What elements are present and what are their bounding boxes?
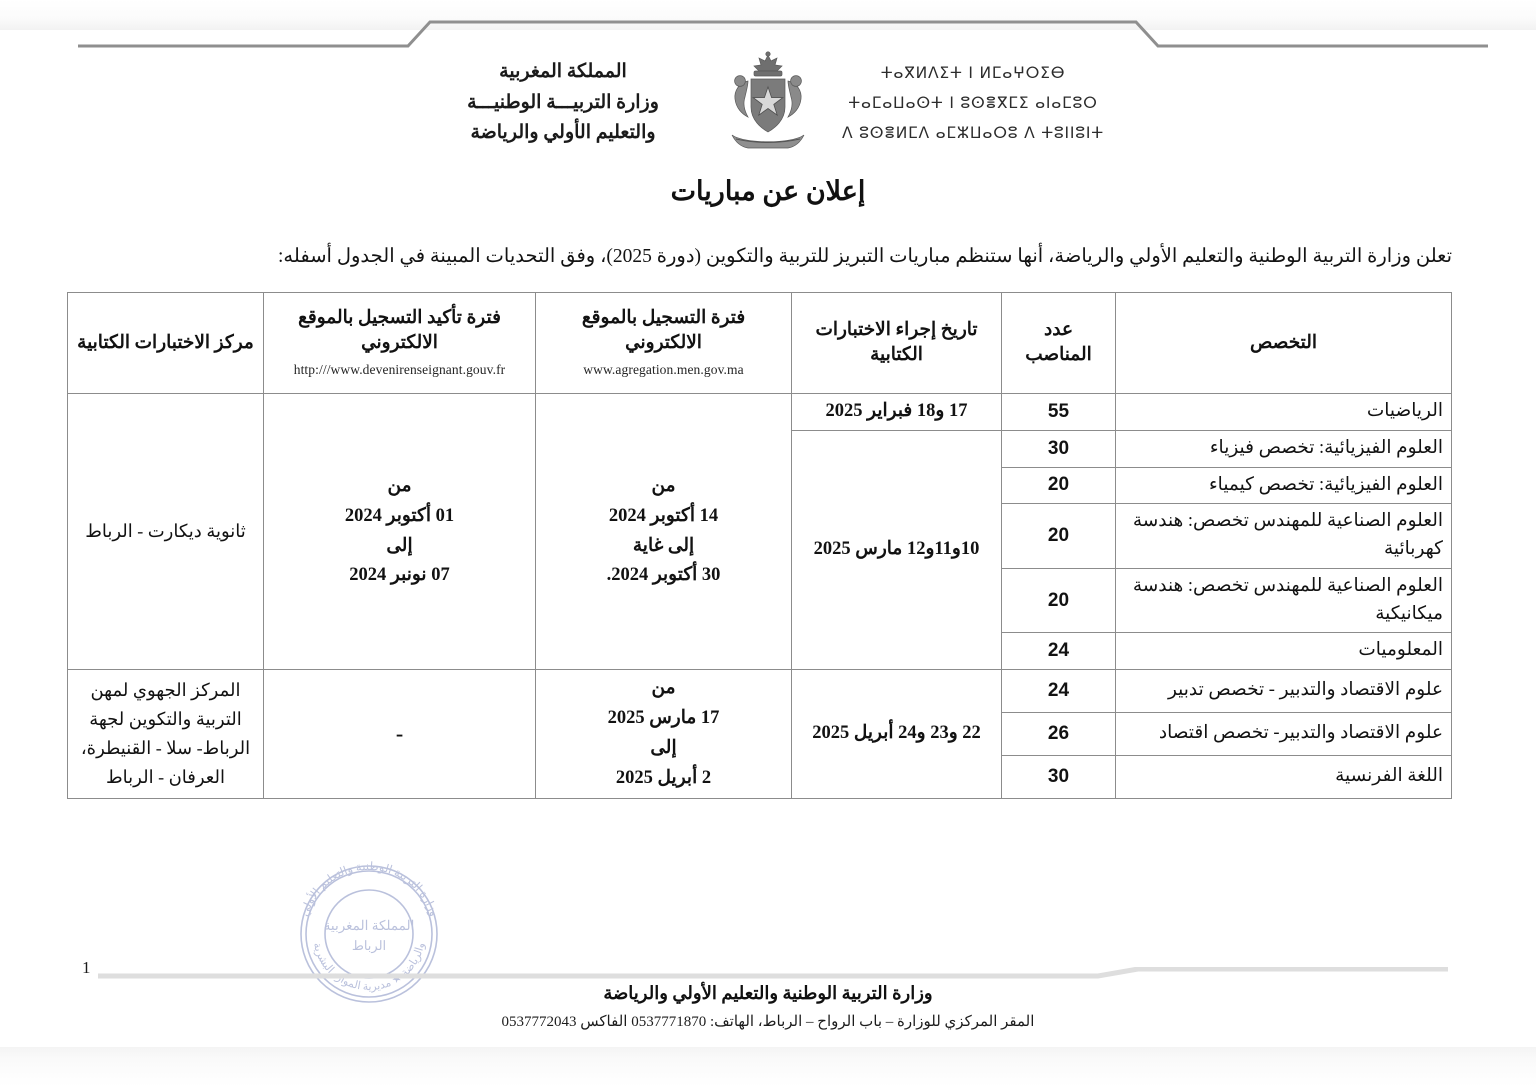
cell-positions: 24 xyxy=(1002,633,1116,670)
cell-specialty: العلوم الفيزيائية: تخصص كيمياء xyxy=(1116,467,1452,504)
cell-positions: 30 xyxy=(1002,755,1116,798)
th-specialty: التخصص xyxy=(1116,293,1452,394)
th-positions: عدد المناصب xyxy=(1002,293,1116,394)
scan-edge-bottom xyxy=(0,1047,1536,1087)
svg-text:المملكة المغربية: المملكة المغربية xyxy=(323,918,415,933)
cell-registration-group1 xyxy=(536,394,792,670)
header-ministry-label-1: وزارة التربيـــة الوطنيـــة xyxy=(467,91,659,113)
svg-text:الرباط: الرباط xyxy=(351,938,387,953)
registration-url[interactable]: www.agregation.men.gov.ma xyxy=(583,362,744,378)
conf1-line1: من xyxy=(387,475,412,496)
svg-text:والرياضة ★ مديرية الموارد البش: والرياضة ★ مديرية الموارد البشرية xyxy=(310,941,428,994)
th-exam-center: مركز الاختبارات الكتابية xyxy=(68,293,264,394)
cell-positions: 30 xyxy=(1002,430,1116,467)
cell-exam-date-group2: 10و11و12 مارس 2025 xyxy=(792,430,1002,669)
reg2-line4: 2 أبريل 2025 xyxy=(615,767,712,788)
cell-positions: 20 xyxy=(1002,467,1116,504)
footer-address: المقر المركزي للوزارة – باب الرواح – الرباط، الهاتف: 0537771870 الفاكس 0537772043 xyxy=(501,1014,1035,1030)
conf1-line4: 07 نونبر 2024 xyxy=(349,565,450,586)
document-header xyxy=(0,48,1536,158)
conf1-line2: 01 أكتوبر 2024 xyxy=(344,505,455,526)
cell-positions: 26 xyxy=(1002,712,1116,755)
th-confirmation xyxy=(264,293,536,394)
reg2-line3: إلى xyxy=(650,737,677,758)
th-registration xyxy=(536,293,792,394)
tifinagh-line-2: ⵜⴰⵎⴰⵡⴰⵙⵜ ⵏ ⵓⵙⴻⴳⵎⵉ ⴰⵏⴰⵎⵓⵔ xyxy=(848,93,1098,112)
coat-of-arms-icon xyxy=(713,51,823,155)
svg-text:وزارة التربية الوطنية والتعليم: وزارة التربية الوطنية والتعليم الأولي xyxy=(298,860,440,919)
page-title: إعلان عن مباريات xyxy=(670,176,866,206)
cell-specialty: العلوم الفيزيائية: تخصص فيزياء xyxy=(1116,430,1452,467)
cell-specialty: الرياضيات xyxy=(1116,394,1452,431)
confirmation-url[interactable]: http:///www.devenirenseignant.gouv.fr xyxy=(293,362,506,378)
cell-specialty: علوم الاقتصاد والتدبير- تخصص اقتصاد xyxy=(1116,712,1452,755)
reg1-line2: 14 أكتوبر 2024 xyxy=(608,505,719,526)
page-number: 1 xyxy=(82,958,91,977)
th-registration-label: فترة التسجيل بالموقع الالكتروني xyxy=(581,308,746,354)
cell-specialty: العلوم الصناعية للمهندس تخصص: هندسة كهربائية xyxy=(1116,504,1452,569)
cell-exam-center-group2: المركز الجهوي لمهن التربية والتكوين لجهة الرباط- سلا - القنيطرة، العرفان - الرباط xyxy=(68,670,264,799)
intro-paragraph: تعلن وزارة التربية الوطنية والتعليم الأولي والرياضة، أنها ستنظم مباريات التبريز للتربية والتكوين (دورة 2025)، وفق التحديات المبينة في الجدول أسفله: xyxy=(278,246,1452,267)
header-kingdom-label: المملكة المغربية xyxy=(499,60,627,82)
cell-exam-center-group1: ثانوية ديكارت - الرباط xyxy=(68,394,264,670)
table-row xyxy=(68,394,1452,431)
footer-rule xyxy=(98,966,1448,978)
reg2-line1: من xyxy=(651,678,676,698)
document-footer xyxy=(0,980,1536,1034)
header-ministry-label-2: والتعليم الأولي والرياضة xyxy=(470,122,656,144)
competitions-table xyxy=(67,292,1452,799)
table-header-row xyxy=(68,293,1452,394)
reg1-line1: من xyxy=(651,475,676,496)
footer-ministry-name: وزارة التربية الوطنية والتعليم الأولي والرياضة xyxy=(603,983,933,1003)
cell-positions: 20 xyxy=(1002,504,1116,569)
cell-specialty: علوم الاقتصاد والتدبير - تخصص تدبير xyxy=(1116,670,1452,713)
cell-exam-date-group3: 22 و23 و24 أبريل 2025 xyxy=(792,670,1002,799)
reg1-line3: إلى غاية xyxy=(632,535,695,556)
cell-positions: 24 xyxy=(1002,670,1116,713)
reg2-line2: 17 مارس 2025 xyxy=(607,707,720,728)
conf1-line3: إلى xyxy=(386,535,413,556)
th-confirmation-label: فترة تأكيد التسجيل بالموقع الالكتروني xyxy=(298,308,501,354)
reg1-line4: 30 أكتوبر 2024. xyxy=(606,565,721,586)
cell-specialty: اللغة الفرنسية xyxy=(1116,755,1452,798)
th-exam-date: تاريخ إجراء الاختبارات الكتابية xyxy=(792,293,1002,394)
tifinagh-line-3: ⴷ ⵓⵙⴻⵍⵎⴷ ⴰⵎⵣⵡⴰⵔⵓ ⴷ ⵜⵓⵏⵏⵓⵏⵜ xyxy=(842,124,1104,143)
cell-confirmation-group1 xyxy=(264,394,536,670)
tifinagh-line-1: ⵜⴰⴳⵍⴷⵉⵜ ⵏ ⵍⵎⴰⵖⵔⵉⴱ xyxy=(880,63,1066,82)
cell-specialty: العلوم الصناعية للمهندس تخصص: هندسة ميكانيكية xyxy=(1116,568,1452,633)
cell-specialty: المعلوميات xyxy=(1116,633,1452,670)
table-row xyxy=(68,670,1452,713)
header-tifinagh-block xyxy=(823,58,1123,149)
cell-exam-date-group1: 17 و18 فبراير 2025 xyxy=(792,394,1002,431)
cell-positions: 20 xyxy=(1002,568,1116,633)
header-arabic-block xyxy=(413,57,713,149)
cell-registration-group2 xyxy=(536,670,792,799)
cell-positions: 55 xyxy=(1002,394,1116,431)
cell-confirmation-group2: - xyxy=(264,670,536,799)
top-decorative-rule xyxy=(78,18,1488,48)
